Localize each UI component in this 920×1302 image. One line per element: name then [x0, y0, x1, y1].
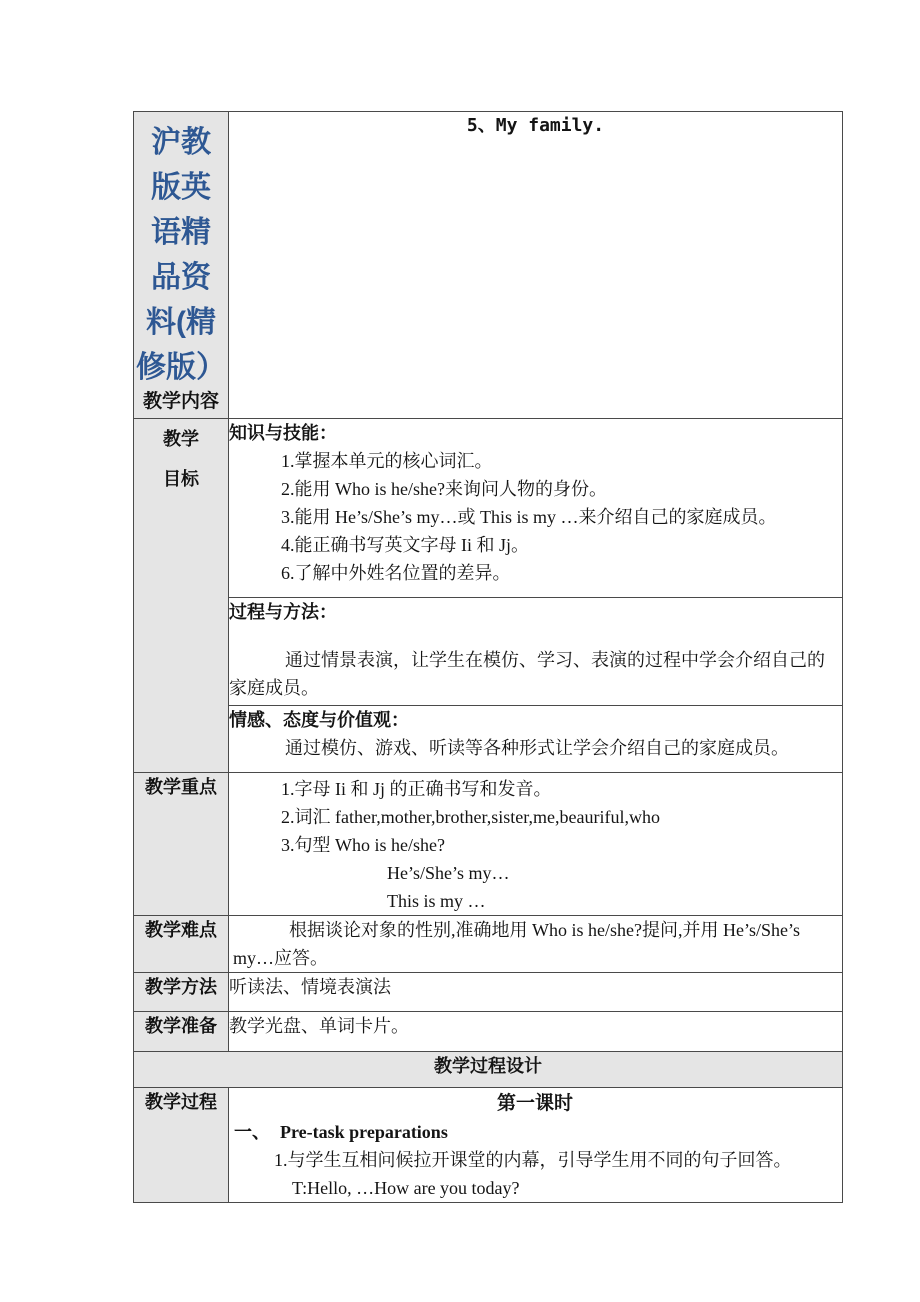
- key-points-cell: [229, 773, 843, 916]
- lesson-plan-table: [133, 111, 843, 1203]
- content-row-label: 教学内容: [142, 391, 219, 412]
- goals-label-line1: 教学: [163, 429, 199, 449]
- methods-content: 听读法、情境表演法: [229, 977, 391, 997]
- watermark-text: [134, 112, 228, 390]
- process-design-title: 教学过程设计: [434, 1056, 542, 1076]
- methods-label: 教学方法: [134, 973, 229, 1012]
- row-goals-knowledge: [134, 419, 843, 598]
- knowledge-item: 4.能正确书写英文字母 Ii 和 Jj。: [281, 535, 529, 555]
- key-point-item: 2.词汇 father,mother,brother,sister,me,beauriful,who: [281, 807, 661, 827]
- row-content: [134, 112, 843, 419]
- row-process: [134, 1088, 843, 1203]
- process-cell: [229, 1088, 843, 1203]
- process-section-heading: [234, 1118, 836, 1146]
- process-design-title-cell: [134, 1052, 843, 1088]
- spacer: [229, 626, 842, 646]
- goals-label-cell: [134, 419, 229, 773]
- key-points-label: 教学重点: [134, 773, 229, 916]
- watermark-line: 版英: [151, 171, 211, 204]
- knowledge-item: 3.能用 He’s/She’s my…或 This is my …来介绍自己的家庭成员。: [281, 507, 777, 527]
- knowledge-item: 2.能用 Who is he/she?来询问人物的身份。: [281, 479, 607, 499]
- process-method-heading: 过程与方法：: [229, 602, 337, 622]
- preparation-label: 教学准备: [134, 1012, 229, 1052]
- emotion-heading: 情感、态度与价值观：: [229, 710, 409, 730]
- difficulties-cell: [229, 916, 843, 973]
- row-preparation: [134, 1012, 843, 1052]
- row-process-design: [134, 1052, 843, 1088]
- lesson-title-cell: [229, 112, 843, 419]
- knowledge-cell: [229, 419, 843, 598]
- knowledge-heading: 知识与技能：: [229, 423, 337, 443]
- knowledge-item: 6.了解中外姓名位置的差异。: [281, 563, 511, 583]
- methods-cell: [229, 973, 843, 1012]
- preparation-cell: [229, 1012, 843, 1052]
- content-label-cell: [134, 112, 229, 419]
- emotion-paragraph: 通过模仿、游戏、听读等各种形式让学会介绍自己的家庭成员。: [285, 738, 789, 758]
- row-methods: [134, 973, 843, 1012]
- lesson-title: 5、My family.: [466, 115, 605, 136]
- watermark-line: 语精: [151, 216, 211, 249]
- process-method-paragraph: 通过情景表演，让学生在模仿、学习、表演的过程中学会介绍自己的家庭成员。: [229, 650, 825, 698]
- process-label: 教学过程: [134, 1088, 229, 1203]
- row-key-points: [134, 773, 843, 916]
- key-point-item: 3.句型 Who is he/she?: [281, 835, 445, 855]
- goals-label-line2: 目标: [163, 469, 199, 489]
- row-goals-process: [134, 598, 843, 706]
- process-section-title: Pre-task preparations: [280, 1122, 448, 1142]
- watermark-line: 料(精: [146, 306, 216, 339]
- key-point-item: 1.字母 Ii 和 Jj 的正确书写和发音。: [281, 779, 552, 799]
- preparation-content: 教学光盘、单词卡片。: [229, 1016, 409, 1036]
- watermark-line: 沪教: [151, 126, 211, 159]
- process-dialogue: T:Hello, …How are you today?: [292, 1178, 520, 1198]
- key-point-sub-item: He’s/She’s my…: [387, 863, 510, 883]
- process-method-cell: [229, 598, 843, 706]
- watermark-line: 品资: [151, 261, 211, 294]
- key-point-sub-item: This is my …: [387, 891, 486, 911]
- process-section-number: 一、: [234, 1122, 270, 1142]
- difficulties-label: 教学难点: [134, 916, 229, 973]
- process-step: 1.与学生互相问候拉开课堂的内幕，引导学生用不同的句子回答。: [274, 1150, 792, 1170]
- watermark-line: 修版）: [136, 351, 226, 384]
- session-title: 第一课时: [496, 1093, 573, 1114]
- difficulties-paragraph: 根据谈论对象的性别,准确地用 Who is he/she?提问,并用 He’s/She’s my…应答。: [233, 920, 800, 968]
- row-difficulties: [134, 916, 843, 973]
- emotion-cell: [229, 706, 843, 773]
- row-goals-emotion: [134, 706, 843, 773]
- knowledge-item: 1.掌握本单元的核心词汇。: [281, 451, 493, 471]
